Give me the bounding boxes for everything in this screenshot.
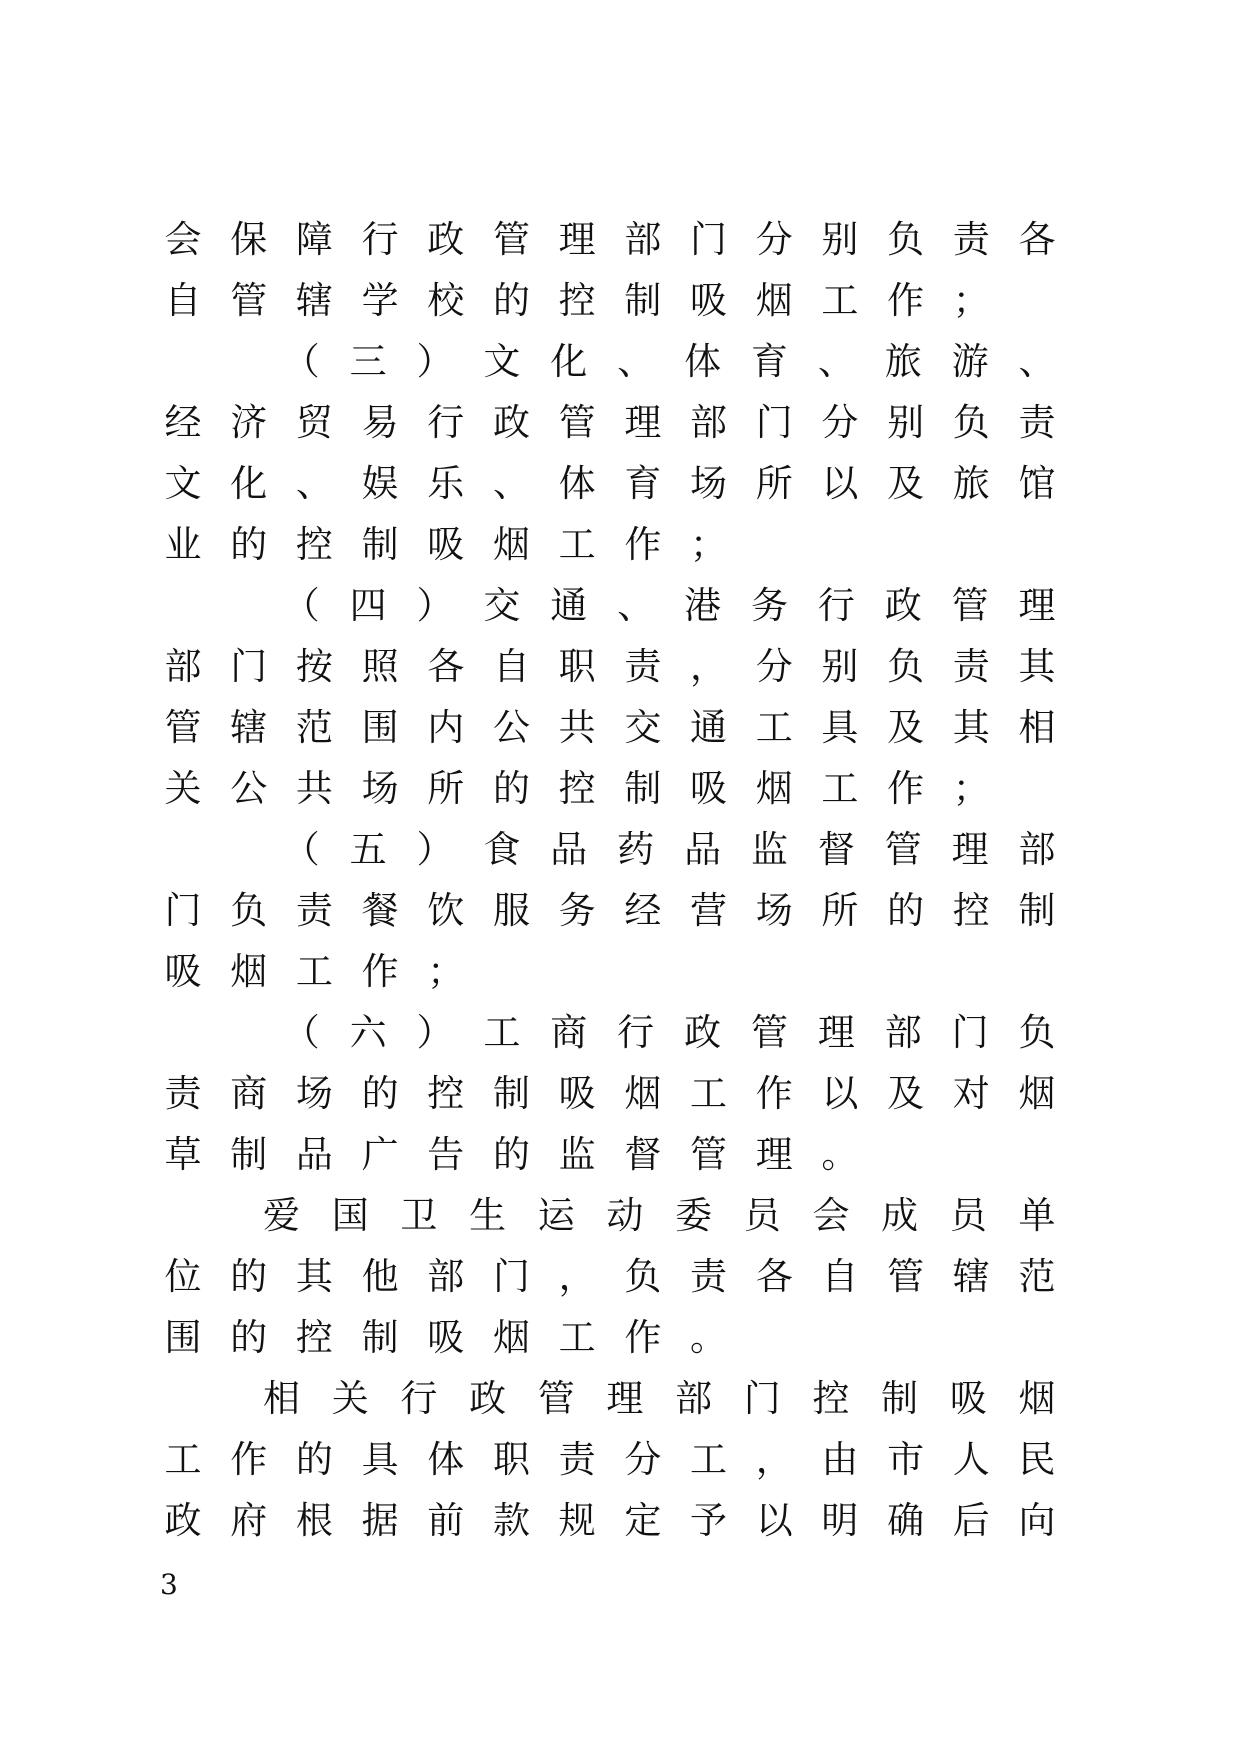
text-char: 单 xyxy=(1018,1194,1056,1237)
text-char: 的 xyxy=(492,1133,530,1176)
text-char: 所 xyxy=(821,889,859,932)
text-char: 负 xyxy=(887,218,925,261)
text-char: 照 xyxy=(361,645,399,688)
text-char: 乐 xyxy=(427,462,465,505)
text-char: 管 xyxy=(492,218,530,261)
text-char: 成 xyxy=(881,1194,919,1237)
text-char: 理 xyxy=(606,1377,644,1420)
text-char: 吸 xyxy=(558,1072,596,1115)
text-line xyxy=(160,1008,1060,1069)
text-char: 烟 xyxy=(492,1316,530,1359)
text-char: 饮 xyxy=(427,889,465,932)
text-char: 控 xyxy=(558,767,596,810)
text-char: 会 xyxy=(164,218,202,261)
text-char: 控 xyxy=(812,1377,850,1420)
text-line xyxy=(160,1069,1060,1130)
text-char: 所 xyxy=(755,462,793,505)
text-char: 职 xyxy=(558,645,596,688)
text-char: 食 xyxy=(483,828,521,871)
text-char: 。 xyxy=(690,1316,728,1359)
text-line xyxy=(160,1130,1060,1191)
text-char: 相 xyxy=(1018,706,1056,749)
text-line xyxy=(160,520,1060,581)
text-char: 娱 xyxy=(361,462,399,505)
text-char: 三 xyxy=(349,340,387,383)
text-char: 、 xyxy=(492,462,530,505)
text-char: ； xyxy=(952,279,990,322)
text-char: 根 xyxy=(295,1499,333,1542)
text-line xyxy=(160,947,1060,1008)
text-char: 作 xyxy=(624,523,662,566)
text-char: 理 xyxy=(755,1133,793,1176)
text-char: 动 xyxy=(606,1194,644,1237)
text-char: 吸 xyxy=(690,767,728,810)
text-char: 。 xyxy=(821,1133,859,1176)
text-char: 烟 xyxy=(1018,1377,1056,1420)
text-char: 管 xyxy=(951,584,989,627)
text-char: 制 xyxy=(881,1377,919,1420)
text-char: 控 xyxy=(295,1316,333,1359)
text-char: 共 xyxy=(558,706,596,749)
text-char: 市 xyxy=(887,1438,925,1481)
text-char: 政 xyxy=(684,1011,722,1054)
text-char: 、 xyxy=(617,340,655,383)
text-char: 分 xyxy=(755,645,793,688)
text-line xyxy=(160,337,1060,398)
text-line xyxy=(160,703,1060,764)
text-char: 及 xyxy=(887,706,925,749)
text-char: 部 xyxy=(675,1377,713,1420)
text-char: 的 xyxy=(230,1255,268,1298)
text-char: 工 xyxy=(690,1438,728,1481)
text-char: 控 xyxy=(295,523,333,566)
text-char: 游 xyxy=(951,340,989,383)
text-char: 管 xyxy=(887,1255,925,1298)
text-char: ） xyxy=(416,1011,454,1054)
text-char: 责 xyxy=(1018,401,1056,444)
text-char: 范 xyxy=(1018,1255,1056,1298)
text-char: 烟 xyxy=(492,523,530,566)
text-char: 国 xyxy=(331,1194,369,1237)
text-char: 育 xyxy=(624,462,662,505)
text-char: 员 xyxy=(949,1194,987,1237)
text-char: 政 xyxy=(164,1499,202,1542)
text-char: 场 xyxy=(295,1072,333,1115)
text-char: 卫 xyxy=(400,1194,438,1237)
text-char: ； xyxy=(690,523,728,566)
text-char: 位 xyxy=(164,1255,202,1298)
text-char: 品 xyxy=(684,828,722,871)
text-char: 校 xyxy=(427,279,465,322)
text-char: 的 xyxy=(492,279,530,322)
text-char: 督 xyxy=(624,1133,662,1176)
text-char: 烟 xyxy=(755,767,793,810)
text-char: 门 xyxy=(755,401,793,444)
text-char: ， xyxy=(755,1438,793,1481)
text-char: 制 xyxy=(624,279,662,322)
text-char: 向 xyxy=(1018,1499,1056,1542)
text-char: 工 xyxy=(558,1316,596,1359)
text-char: 行 xyxy=(361,218,399,261)
text-char: 贸 xyxy=(295,401,333,444)
text-char: 工 xyxy=(483,1011,521,1054)
text-char: 后 xyxy=(952,1499,990,1542)
text-char: 旅 xyxy=(884,340,922,383)
text-char: 管 xyxy=(558,401,596,444)
text-char: 予 xyxy=(690,1499,728,1542)
text-char: 政 xyxy=(469,1377,507,1420)
text-char: 分 xyxy=(821,401,859,444)
text-char: 负 xyxy=(230,889,268,932)
text-char: 控 xyxy=(427,1072,465,1115)
text-char: 部 xyxy=(1018,828,1056,871)
text-char: 的 xyxy=(230,523,268,566)
text-line xyxy=(160,825,1060,886)
text-char: 吸 xyxy=(427,1316,465,1359)
text-char: 府 xyxy=(230,1499,268,1542)
text-line xyxy=(160,1252,1060,1313)
text-char: 管 xyxy=(750,1011,788,1054)
text-char: 务 xyxy=(750,584,788,627)
text-char: 具 xyxy=(361,1438,399,1481)
text-char: 委 xyxy=(675,1194,713,1237)
text-char: 部 xyxy=(690,401,728,444)
text-char: ， xyxy=(558,1255,596,1298)
text-char: 控 xyxy=(558,279,596,322)
text-char: 药 xyxy=(617,828,655,871)
text-char: 育 xyxy=(750,340,788,383)
text-char: 监 xyxy=(750,828,788,871)
text-char: 他 xyxy=(361,1255,399,1298)
text-char: 的 xyxy=(361,1072,399,1115)
text-char: 商 xyxy=(550,1011,588,1054)
text-char: 部 xyxy=(164,645,202,688)
text-char: 责 xyxy=(164,1072,202,1115)
text-char: 责 xyxy=(952,645,990,688)
text-char: 负 xyxy=(1018,1011,1056,1054)
text-char: 理 xyxy=(1018,584,1056,627)
text-char: 烟 xyxy=(624,1072,662,1115)
text-char: 各 xyxy=(427,645,465,688)
text-char: 爱 xyxy=(263,1194,301,1237)
text-char: 内 xyxy=(427,706,465,749)
text-char: 其 xyxy=(1018,645,1056,688)
text-char: 职 xyxy=(492,1438,530,1481)
text-line xyxy=(160,642,1060,703)
text-char: 控 xyxy=(952,889,990,932)
text-char: 理 xyxy=(624,401,662,444)
text-char: 辖 xyxy=(230,706,268,749)
text-char: 作 xyxy=(887,767,925,810)
text-char: 、 xyxy=(817,340,855,383)
text-char: 广 xyxy=(361,1133,399,1176)
text-char: 体 xyxy=(558,462,596,505)
text-char: 责 xyxy=(690,1255,728,1298)
text-char: （ xyxy=(282,340,320,383)
text-char: 所 xyxy=(427,767,465,810)
text-char: 制 xyxy=(492,1072,530,1115)
text-char: 负 xyxy=(887,645,925,688)
text-char: 场 xyxy=(361,767,399,810)
text-char: 草 xyxy=(164,1133,202,1176)
text-char: 行 xyxy=(817,584,855,627)
text-char: 款 xyxy=(492,1499,530,1542)
text-char: 负 xyxy=(952,401,990,444)
text-line xyxy=(160,886,1060,947)
text-char: 行 xyxy=(427,401,465,444)
text-char: 吸 xyxy=(164,950,202,993)
text-char: 五 xyxy=(349,828,387,871)
text-char: 制 xyxy=(361,1316,399,1359)
text-char: 人 xyxy=(952,1438,990,1481)
text-char: 烟 xyxy=(1018,1072,1056,1115)
text-char: 管 xyxy=(230,279,268,322)
text-char: 工 xyxy=(295,950,333,993)
text-line xyxy=(160,459,1060,520)
text-char: 行 xyxy=(617,1011,655,1054)
text-char: 的 xyxy=(887,889,925,932)
text-char: 门 xyxy=(230,645,268,688)
text-char: 品 xyxy=(295,1133,333,1176)
text-char: 商 xyxy=(230,1072,268,1115)
text-char: 政 xyxy=(427,218,465,261)
text-char: 保 xyxy=(230,218,268,261)
text-char: 围 xyxy=(164,1316,202,1359)
text-char: 前 xyxy=(427,1499,465,1542)
text-char: 旅 xyxy=(952,462,990,505)
text-char: 管 xyxy=(884,828,922,871)
text-char: 制 xyxy=(361,523,399,566)
text-char: 自 xyxy=(821,1255,859,1298)
text-char: 作 xyxy=(361,950,399,993)
text-char: ） xyxy=(416,340,454,383)
text-char: 工 xyxy=(821,767,859,810)
text-char: 吸 xyxy=(690,279,728,322)
text-char: 通 xyxy=(550,584,588,627)
text-char: 体 xyxy=(684,340,722,383)
text-char: 营 xyxy=(690,889,728,932)
text-char: 以 xyxy=(755,1499,793,1542)
text-char: 自 xyxy=(492,645,530,688)
text-char: ） xyxy=(416,828,454,871)
text-char: 各 xyxy=(755,1255,793,1298)
text-char: 各 xyxy=(1018,218,1056,261)
text-char: 交 xyxy=(483,584,521,627)
text-char: 运 xyxy=(537,1194,575,1237)
text-char: 自 xyxy=(164,279,202,322)
text-line xyxy=(160,1496,1060,1557)
text-char: 济 xyxy=(230,401,268,444)
text-char: 工 xyxy=(164,1438,202,1481)
text-char: 按 xyxy=(295,645,333,688)
text-char: 围 xyxy=(361,706,399,749)
text-char: 、 xyxy=(295,462,333,505)
text-char: 服 xyxy=(492,889,530,932)
text-char: 民 xyxy=(1018,1438,1056,1481)
text-char: 管 xyxy=(690,1133,728,1176)
text-char: 其 xyxy=(295,1255,333,1298)
text-char: 公 xyxy=(492,706,530,749)
text-char: 共 xyxy=(295,767,333,810)
text-char: 部 xyxy=(884,1011,922,1054)
text-char: 具 xyxy=(821,706,859,749)
text-char: 据 xyxy=(361,1499,399,1542)
text-char: 定 xyxy=(624,1499,662,1542)
text-char: 的 xyxy=(492,767,530,810)
text-char: 由 xyxy=(821,1438,859,1481)
text-char: 辖 xyxy=(295,279,333,322)
text-char: 文 xyxy=(483,340,521,383)
text-char: 制 xyxy=(1018,889,1056,932)
text-line xyxy=(160,1435,1060,1496)
text-char: 烟 xyxy=(230,950,268,993)
text-char: 明 xyxy=(821,1499,859,1542)
text-char: （ xyxy=(282,1011,320,1054)
text-char: 制 xyxy=(230,1133,268,1176)
text-char: 责 xyxy=(295,889,333,932)
text-line xyxy=(160,1191,1060,1252)
text-char: 、 xyxy=(1018,340,1056,383)
text-char: 四 xyxy=(349,584,387,627)
text-char: 工 xyxy=(558,523,596,566)
text-char: 工 xyxy=(690,1072,728,1115)
text-char: 其 xyxy=(952,706,990,749)
text-char: 规 xyxy=(558,1499,596,1542)
text-char: 负 xyxy=(624,1255,662,1298)
text-char: 管 xyxy=(164,706,202,749)
text-char: 作 xyxy=(230,1438,268,1481)
text-char: 生 xyxy=(469,1194,507,1237)
text-char: 作 xyxy=(624,1316,662,1359)
text-char: 管 xyxy=(537,1377,575,1420)
text-char: ； xyxy=(952,767,990,810)
text-char: 分 xyxy=(755,218,793,261)
text-char: 门 xyxy=(951,1011,989,1054)
text-char: 政 xyxy=(492,401,530,444)
text-char: 及 xyxy=(887,1072,925,1115)
text-char: 门 xyxy=(743,1377,781,1420)
text-char: 文 xyxy=(164,462,202,505)
text-char: 学 xyxy=(361,279,399,322)
text-char: 对 xyxy=(952,1072,990,1115)
text-char: 场 xyxy=(755,889,793,932)
text-char: 以 xyxy=(821,1072,859,1115)
text-char: ， xyxy=(690,645,728,688)
text-char: 烟 xyxy=(755,279,793,322)
text-char: 会 xyxy=(812,1194,850,1237)
text-char: 场 xyxy=(690,462,728,505)
text-char: 督 xyxy=(817,828,855,871)
text-char: 辖 xyxy=(952,1255,990,1298)
text-char: 理 xyxy=(951,828,989,871)
text-char: 及 xyxy=(887,462,925,505)
text-char: 员 xyxy=(743,1194,781,1237)
text-char: 分 xyxy=(624,1438,662,1481)
text-char: 理 xyxy=(558,218,596,261)
text-char: 确 xyxy=(887,1499,925,1542)
text-char: 别 xyxy=(887,401,925,444)
text-line xyxy=(160,276,1060,337)
text-char: 经 xyxy=(624,889,662,932)
text-char: 政 xyxy=(884,584,922,627)
text-char: 品 xyxy=(550,828,588,871)
text-char: 理 xyxy=(817,1011,855,1054)
text-char: 门 xyxy=(164,889,202,932)
text-char: 责 xyxy=(952,218,990,261)
text-char: 公 xyxy=(230,767,268,810)
text-line xyxy=(160,764,1060,825)
text-char: 经 xyxy=(164,401,202,444)
text-line xyxy=(160,215,1060,276)
text-char: 监 xyxy=(558,1133,596,1176)
text-char: 工 xyxy=(821,279,859,322)
text-char: ； xyxy=(427,950,465,993)
text-char: 六 xyxy=(349,1011,387,1054)
text-line xyxy=(160,1313,1060,1374)
text-char: 通 xyxy=(690,706,728,749)
text-char: 别 xyxy=(821,645,859,688)
text-char: 港 xyxy=(684,584,722,627)
text-char: 以 xyxy=(821,462,859,505)
text-char: 责 xyxy=(624,645,662,688)
text-char: 部 xyxy=(624,218,662,261)
text-char: 吸 xyxy=(427,523,465,566)
text-char: 告 xyxy=(427,1133,465,1176)
text-char: 相 xyxy=(263,1377,301,1420)
text-char: 作 xyxy=(755,1072,793,1115)
text-char: 的 xyxy=(230,1316,268,1359)
text-line xyxy=(160,1374,1060,1435)
text-char: 交 xyxy=(624,706,662,749)
text-char: 部 xyxy=(427,1255,465,1298)
text-char: ） xyxy=(416,584,454,627)
text-char: 化 xyxy=(230,462,268,505)
text-char: 馆 xyxy=(1018,462,1056,505)
text-char: 化 xyxy=(550,340,588,383)
text-char: 范 xyxy=(295,706,333,749)
text-char: 关 xyxy=(331,1377,369,1420)
text-char: 易 xyxy=(361,401,399,444)
text-char: （ xyxy=(282,828,320,871)
text-char: 业 xyxy=(164,523,202,566)
text-char: 务 xyxy=(558,889,596,932)
text-char: 作 xyxy=(887,279,925,322)
text-char: 体 xyxy=(427,1438,465,1481)
text-char: 餐 xyxy=(361,889,399,932)
text-char: 工 xyxy=(755,706,793,749)
text-char: 行 xyxy=(400,1377,438,1420)
text-char: 关 xyxy=(164,767,202,810)
text-char: 的 xyxy=(295,1438,333,1481)
text-line xyxy=(160,398,1060,459)
page-number: 3 xyxy=(160,1568,178,1601)
text-char: 吸 xyxy=(949,1377,987,1420)
text-char: 别 xyxy=(821,218,859,261)
text-char: 门 xyxy=(690,218,728,261)
text-char: 、 xyxy=(617,584,655,627)
text-char: 责 xyxy=(558,1438,596,1481)
text-char: 门 xyxy=(492,1255,530,1298)
text-line xyxy=(160,581,1060,642)
text-char: （ xyxy=(282,584,320,627)
text-char: 障 xyxy=(295,218,333,261)
text-char: 制 xyxy=(624,767,662,810)
body-text xyxy=(160,215,1060,1557)
